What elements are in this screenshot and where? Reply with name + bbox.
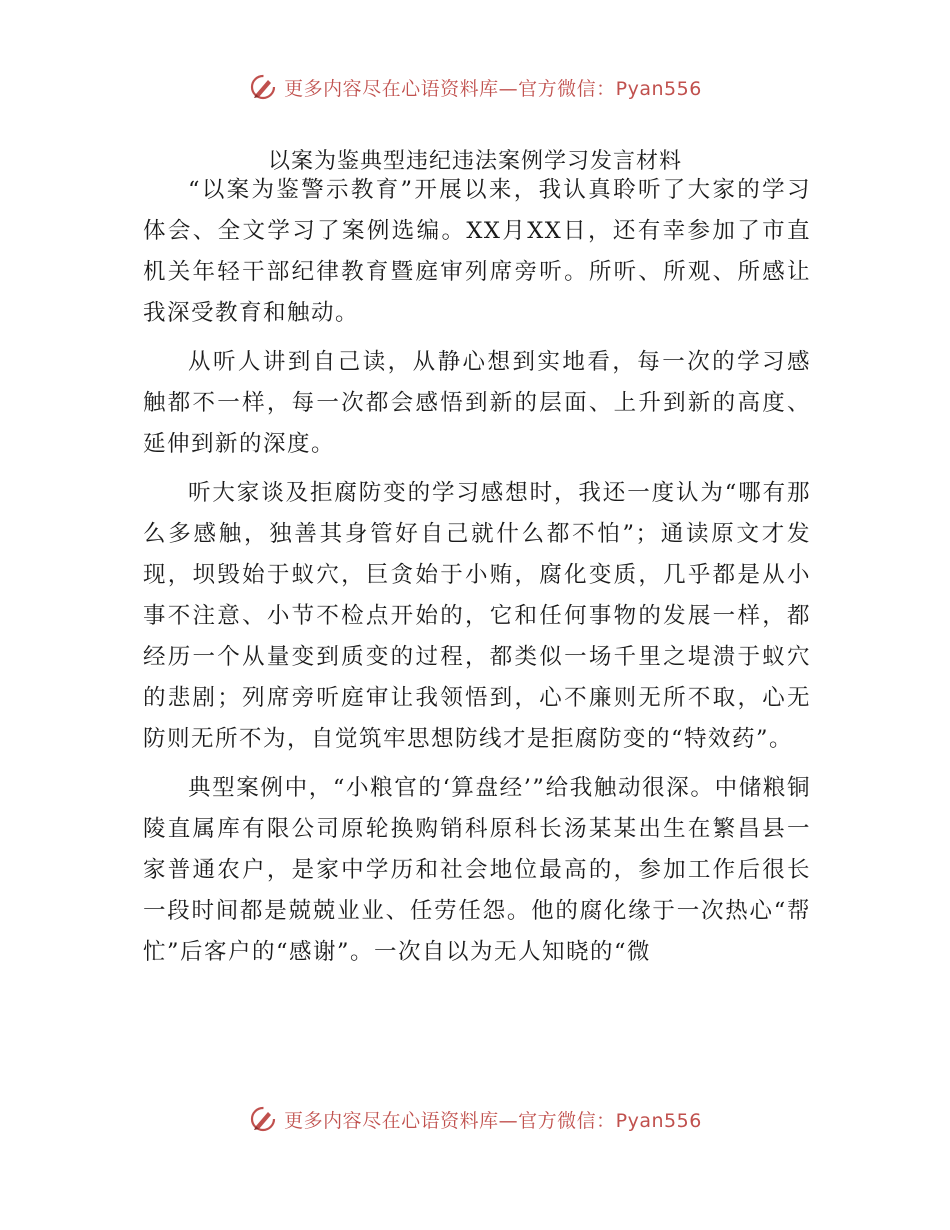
document-body	[143, 170, 811, 981]
paragraph: 从听人讲到自己读，从静心想到实地看，每一次的学习感触都不一样，每一次都会感悟到新的层面、上升到新的高度、延伸到新的深度。	[143, 349, 811, 457]
watermark-header	[0, 72, 950, 102]
pen-swirl-logo-icon	[248, 1104, 278, 1134]
paragraph: “以案为鉴警示教育”开展以来，我认真聆听了大家的学习体会、全文学习了案例选编。XX月XX日，还有幸参加了市直机关年轻干部纪律教育暨庭审列席旁听。所听、所观、所感让我深受教育和触动。	[143, 177, 811, 326]
paragraph: 听大家谈及拒腐防变的学习感想时，我还一度认为“哪有那么多感触，独善其身管好自己就什么都不怕”；通读原文才发现，坝毁始于蚁穴，巨贪始于小贿，腐化变质，几乎都是从小事不注意、小节不检点开始的，它和任何事物的发展一样，都经历一个从量变到质变的过程，都类似一场千里之堤溃于蚁穴的悲剧；列席旁听庭审让我领悟到，心不廉则无所不取，心无防则无所不为，自觉筑牢思想防线才是拒腐防变的“特效药”。	[143, 480, 811, 752]
watermark-text: 更多内容尽在心语资料库—官方微信：Pyan556	[284, 1109, 702, 1132]
pen-swirl-logo-icon	[248, 72, 278, 102]
watermark-text: 更多内容尽在心语资料库—官方微信：Pyan556	[284, 77, 702, 100]
paragraph: 典型案例中，“小粮官的‘算盘经’”给我触动很深。中储粮铜陵直属库有限公司原轮换购销科原科长汤某某出生在繁昌县一家普通农户，是家中学历和社会地位最高的，参加工作后很长一段时间都是兢兢业业、任劳任怨。他的腐化缘于一次热心“帮忙”后客户的“感谢”。一次自以为无人知晓的“微	[143, 775, 811, 965]
document-title: 以案为鉴典型违纪违法案例学习发言材料	[267, 149, 682, 174]
watermark-footer	[0, 1104, 950, 1134]
